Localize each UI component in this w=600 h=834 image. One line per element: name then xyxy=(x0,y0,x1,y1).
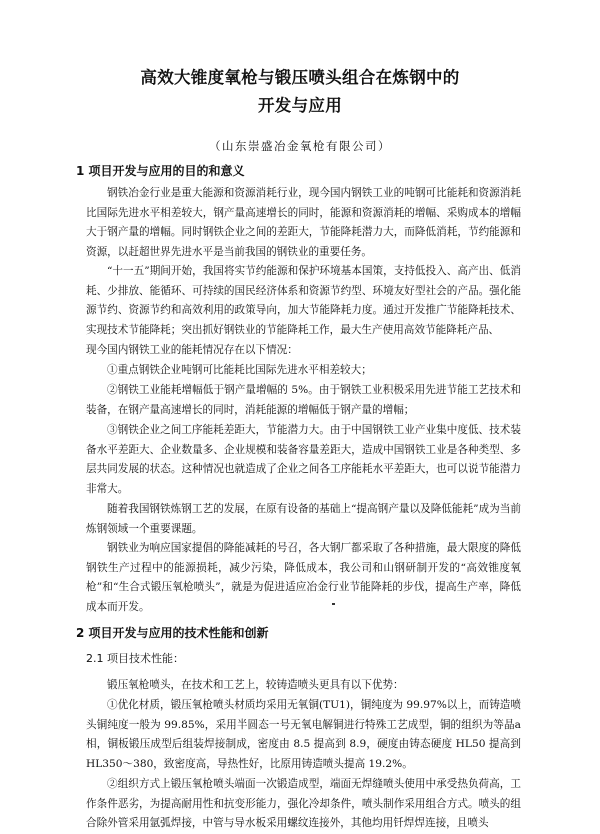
paragraph: “十一五”期间开始，我国将实节约能源和保护环境基本国策，支持低投入、高产出、低消耗、少排放、能循环、可持续的国民经济体系和资源节约型、环境友好型社会的产品。强化能源节约、资源节约和高效利用的政策导向，加大节能降耗力度。通过开发推广节能降耗技术、实现技术节能降耗；突出抓好钢铁业的节能降耗工作，最大生产使用高效节能降耗产品、 xyxy=(86,265,521,336)
paragraph: 钢铁冶金行业是重大能源和资源消耗行业，现今国内钢铁工业的吨钢可比能耗和资源消耗比国际先进水平相差较大，钢产量高速增长的同时，能源和资源消耗的增幅、采购成本的增幅大于钢产量的增幅。同时钢铁企业之间的差距大，节能降耗潜力大，而降低消耗，节约能源和资源，以赶超世界先进水平是当前我国的钢铁业的重要任务。 xyxy=(86,187,521,258)
organization-name: （山东崇盛冶金氧枪有限公司） xyxy=(209,139,391,153)
list-item: ①重点钢铁企业吨钢可比能耗比国际先进水平相差较大； xyxy=(107,364,372,376)
paragraph: 现今国内钢铁工业的能耗情况存在以下情况： xyxy=(86,344,298,356)
paragraph: 随着我国钢铁炼钢工艺的发展，在原有设备的基础上“提高钢产量以及降低能耗”成为当前炼钢领域一个重要课题。 xyxy=(86,503,521,535)
section-2-heading: 2 项目开发与应用的技术性能和创新 xyxy=(76,626,269,640)
document-title-line-1: 高效大锥度氧枪与锻压喷头组合在炼钢中的 xyxy=(140,68,460,87)
list-item: ②钢铁工业能耗增幅低于钢产量增幅的 5%。由于钢铁工业积极采用先进节能工艺技术和装备，在钢产量高速增长的同时，消耗能源的增幅低于钢产量的增幅； xyxy=(86,384,521,416)
paragraph: 钢铁业为响应国家提倡的降能减耗的号召，各大钢厂都采取了各种措施，最大限度的降低钢铁生产过程中的能源损耗，减少污染，降低成本，我公司和山钢研制开发的“高效锥度氧枪”和“生合式锻压氧枪喷头”，就是为促进适应冶金行业节能降耗的步伐，提高生产率，降低成本而开发。 xyxy=(86,542,521,613)
scan-mark xyxy=(332,603,335,605)
document-title-line-2: 开发与应用 xyxy=(258,96,342,115)
section-2-1-heading: 2.1 项目技术性能： xyxy=(86,652,184,665)
paragraph: 锻压氧枪喷头，在技术和工艺上，较铸造喷头更具有以下优势： xyxy=(107,679,404,691)
list-item: ③钢铁企业之间工序能耗差距大，节能潜力大。由于中国钢铁工业产业集中度低、技术装备水平差距大、企业数量多、企业规模和装备容量差距大，造成中国钢铁工业是各种类型、多层共同发展的状态。这种情况也就造成了企业之间各工序能耗水平差距大，也可以说节能潜力非常大。 xyxy=(86,424,521,495)
list-item: ②组织方式上锻压氧枪喷头端面一次锻造成型，端面无焊缝喷头使用中承受热负荷高，工作条件恶劣，为提高耐用性和抗变形能力，强化冷却条件，喷头制作采用组合方式。喷头的组合除外管采用氩弧焊接，中管与导水板采用螺纹连接外，其他均用钎焊焊连接，且喷头 xyxy=(86,778,521,830)
list-item: ①优化材质，锻压氧枪喷头材质均采用无氧铜(TU1)，铜纯度为 99.97%以上，而铸造喷头铜纯度一般为 99.85%，采用半圆态一号无氧电解铜进行特殊工艺成型，铜的组织为等晶a 相，铜板锻压成型后组装焊接制成，密度由 8.5 提高到 8.9，硬度由铸态硬度 HL50 提高到 HL350～380，致密度高，导热性好，比原用铸造喷头提高 19.2%。 xyxy=(86,699,521,770)
section-1-heading: 1 项目开发与应用的目的和意义 xyxy=(76,164,245,178)
